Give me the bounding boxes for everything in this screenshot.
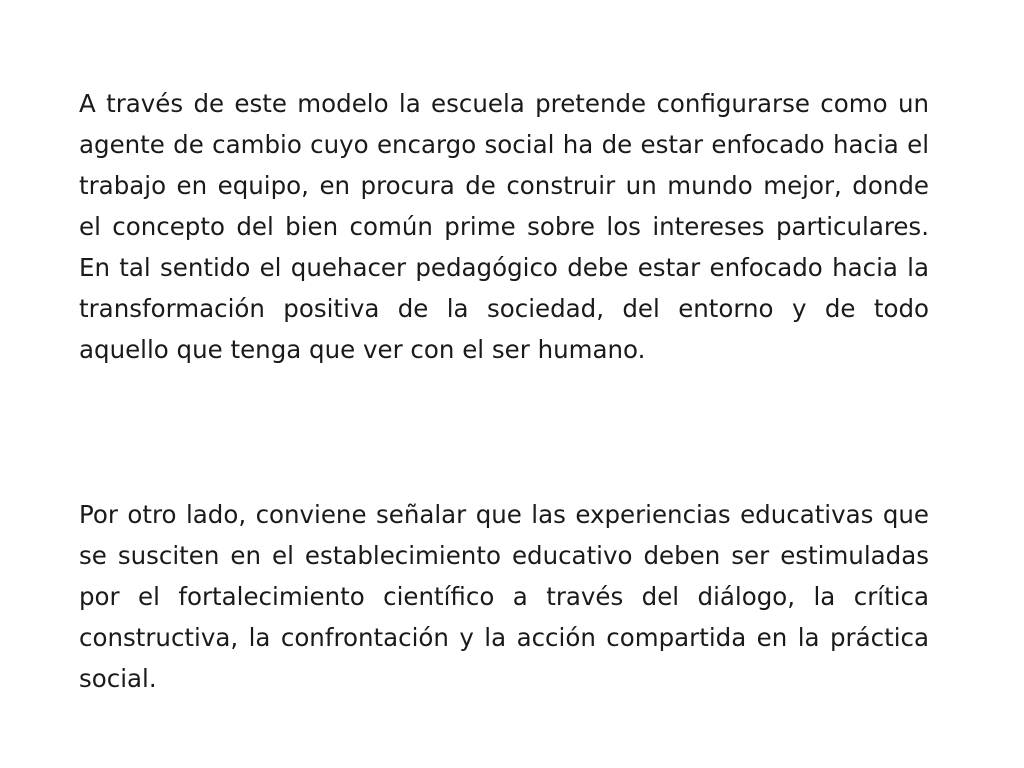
paragraph-experiencias-educativas: Por otro lado, conviene señalar que las experiencias educativas que se susciten en el establecimiento educativo deben ser estimuladas por el fortalecimiento científico a través del diálogo, la crítica constructiva, la confrontación y la acción compartida en la práctica social. <box>79 500 929 693</box>
paragraph-modelo-escuela: A través de este modelo la escuela pretende configurarse como un agente de cambio cuyo encargo social ha de estar enfocado hacia el trabajo en equipo, en procura de construir un mundo mejor, donde el concepto del bien común prime sobre los intereses particulares. En tal sentido el quehacer pedagógico debe estar enfocado hacia la transformación positiva de la sociedad, del entorno y de todo aquello que tenga que ver con el ser humano. <box>79 89 929 364</box>
